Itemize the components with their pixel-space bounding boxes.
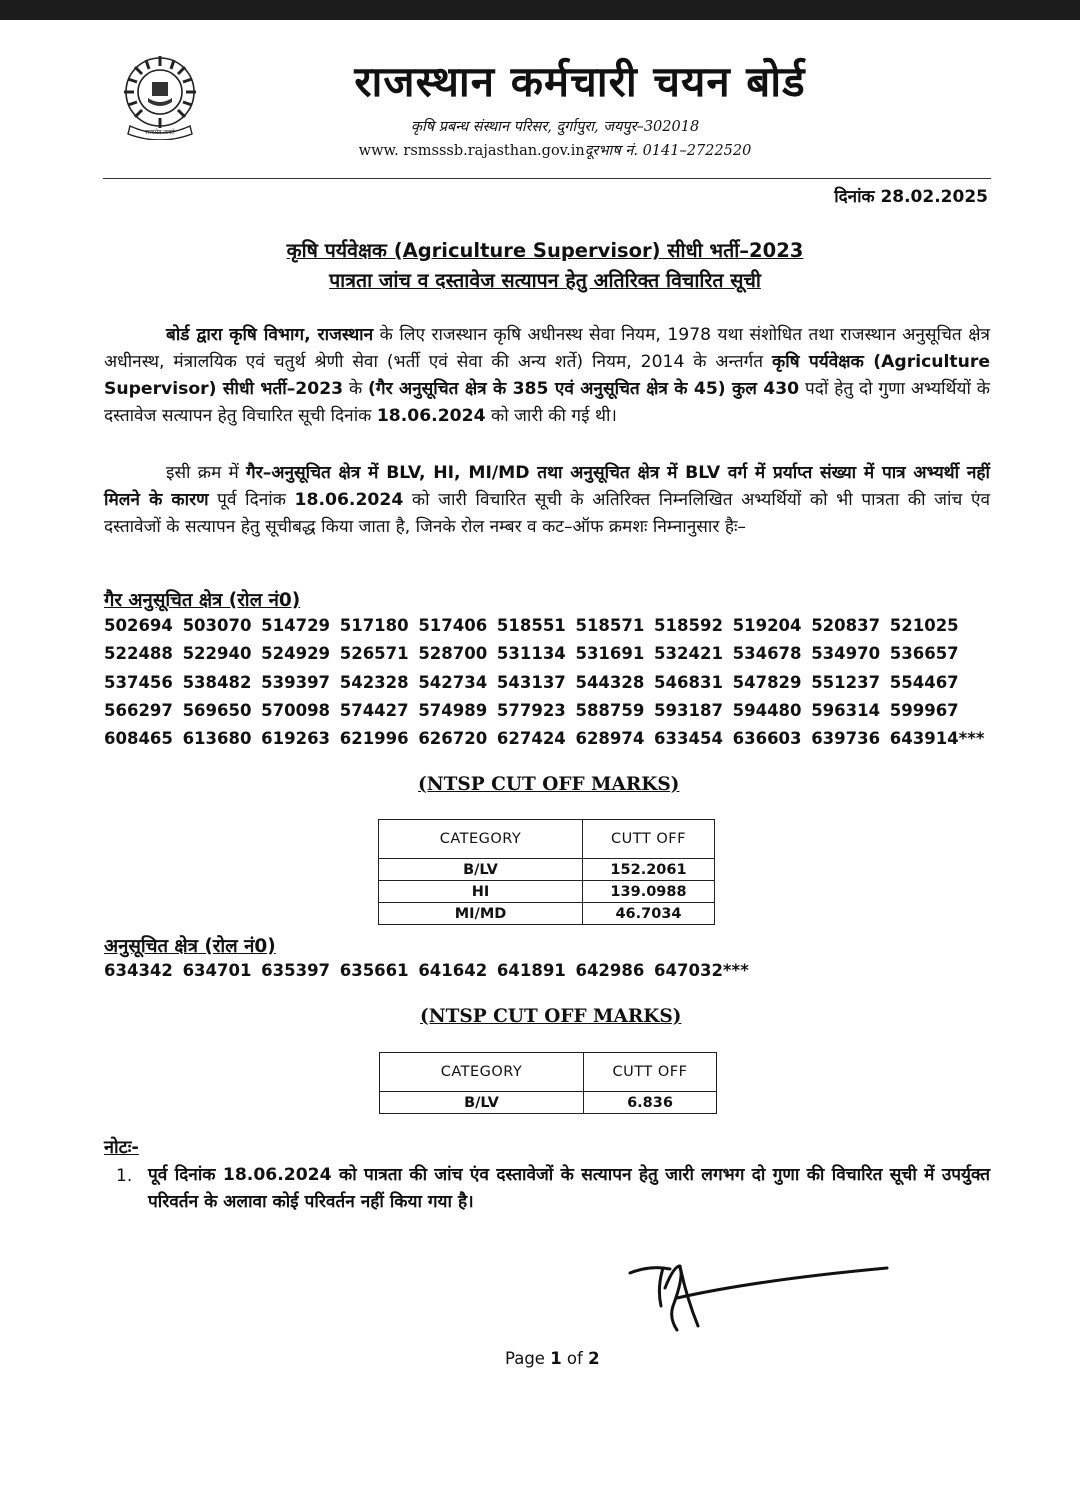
roll-number: 647032*** [654, 961, 749, 980]
roll-number: 613680 [182, 729, 252, 749]
roll-number: 633454 [654, 729, 723, 749]
table-header-cell: CATEGORY [379, 820, 583, 859]
roll-number: 547829 [732, 672, 802, 692]
roll-number: 594480 [732, 700, 802, 720]
roll-number: 574989 [418, 700, 488, 720]
intro-paragraph [104, 322, 990, 430]
roll-number: 621996 [339, 729, 409, 749]
roll-number: 627424 [496, 729, 566, 749]
page-current: 1 [550, 1349, 562, 1368]
roll-number: 608465 [104, 729, 173, 749]
roll-number: 551237 [811, 672, 881, 692]
para1-bold-2: कृषि पर्यवेक्षक (Agriculture Supervisor) सीधी भर्ती–2023 [104, 352, 990, 399]
rsmssb-emblem-icon [118, 52, 202, 140]
roll-number: 626720 [418, 729, 488, 749]
roll-number: 588759 [575, 700, 645, 720]
roll-number: 639736 [811, 729, 881, 749]
roll-number: 524929 [261, 644, 331, 664]
para1-text-2: के [343, 379, 369, 399]
roll-number: 520837 [811, 616, 881, 635]
table-cell: B/LV [379, 859, 583, 881]
board-contact [300, 140, 810, 160]
roll-number: 642986 [575, 961, 645, 980]
roll-number: 628974 [575, 729, 645, 749]
roll-number: 517406 [418, 616, 488, 635]
note-title: नोटः- [104, 1137, 139, 1158]
roll-number: 519204 [732, 616, 802, 635]
table-cell: HI [379, 881, 583, 903]
table-header-cell: CATEGORY [380, 1053, 584, 1092]
table-header-row [380, 1053, 717, 1092]
table-header-row [379, 820, 715, 859]
roll-number: 574427 [339, 700, 409, 720]
table-row [379, 881, 715, 903]
roll-number: 522940 [182, 644, 252, 664]
roll-number: 531134 [496, 644, 566, 664]
para2-text-2: पूर्व दिनांक [208, 490, 295, 510]
roll-number: 643914*** [889, 729, 985, 749]
non-scheduled-title: गैर अनुसूचित क्षेत्र (रोल नं0) [104, 590, 301, 611]
document-subject [100, 236, 990, 296]
table-cell: 152.2061 [583, 859, 715, 881]
roll-number: 522488 [104, 644, 173, 664]
roll-number: 634701 [182, 961, 252, 980]
roll-number: 569650 [182, 700, 252, 720]
roll-number: 593187 [654, 700, 723, 720]
signature-icon [625, 1258, 895, 1353]
roll-number: 596314 [811, 700, 881, 720]
scheduled-title: अनुसूचित क्षेत्र (रोल नं0) [104, 936, 276, 957]
roll-number: 537456 [104, 672, 173, 692]
roll-number: 528700 [418, 644, 488, 664]
roll-number: 542734 [418, 672, 488, 692]
roll-number: 518592 [654, 616, 723, 635]
page-prefix: Page [505, 1349, 551, 1368]
roll-number: 536657 [889, 644, 959, 664]
roll-number: 619263 [261, 729, 331, 749]
roll-number: 521025 [889, 616, 959, 635]
para1-text-1: के लिए राजस्थान कृषि अधीनस्थ सेवा नियम, 1978 यथा संशोधित तथा राजस्थान अनुसूचित क्षेत्र अधीनस्थ, मंत्रालयिक एवं चतुर्थ श्रेणी सेवा (भर्ती एवं सेवा की अन्य शर्ते) नियम, 2014 के अन्तर्गत [104, 325, 990, 372]
table-row [380, 1092, 717, 1114]
subject-line-2: पात्रता जांच व दस्तावेज सत्यापन हेतु अतिरिक्त विचारित सूची [329, 269, 761, 292]
roll-number: 543137 [496, 672, 566, 692]
board-address: कृषि प्रबन्ध संस्थान परिसर, दुर्गापुरा, जयपुर–302018 [410, 119, 700, 135]
roll-number: 634342 [104, 961, 173, 980]
para2-text-3: को जारी विचारित सूची के अतिरिक्त निम्नलिखित अभ्यर्थियों को भी पात्रता की जांच एंव दस्तावेजों के सत्यापन हेतु सूचीबद्ध किया जाता है, जिनके रोल नम्बर व कट–ऑफ क्रमशः निम्नानुसार हैः– [104, 490, 991, 537]
roll-number: 518571 [575, 616, 645, 635]
top-dark-bar [0, 0, 1080, 20]
roll-number: 502694 [104, 616, 173, 635]
scheduled-cutoff-title: (NTSP CUT OFF MARKS) [420, 1006, 682, 1027]
roll-number: 531691 [575, 644, 645, 664]
roll-number: 635397 [261, 961, 331, 980]
roll-number: 518551 [496, 616, 566, 635]
roll-number: 526571 [339, 644, 409, 664]
para1-text-4: को जारी की गई थी। [485, 406, 617, 426]
page-mid: of [561, 1349, 589, 1368]
table-header-cell: CUTT OFF [584, 1053, 717, 1092]
roll-number: 641642 [418, 961, 488, 980]
non-scheduled-roll-list [104, 612, 1004, 753]
table-header-cell: CUTT OFF [583, 820, 715, 859]
table-cell: MI/MD [379, 903, 583, 925]
roll-number: 636603 [732, 729, 802, 749]
non-scheduled-cutoff-title: (NTSP CUT OFF MARKS) [418, 774, 680, 795]
note-text: पूर्व दिनांक 18.06.2024 को पात्रता की जांच एंव दस्तावेजों के सत्यापन हेतु जारी लगभग दो गुणा की विचारित सूची में उपर्युक्त परिवर्तन के अलावा कोई परिवर्तन नहीं किया गया है। [148, 1165, 990, 1212]
roll-number: 566297 [104, 700, 173, 720]
para1-bold-4: 18.06.2024 [376, 406, 486, 426]
scheduled-roll-list [104, 957, 1004, 985]
roll-number: 542328 [339, 672, 409, 692]
para1-bold-1: बोर्ड द्वारा कृषि विभाग, राजस्थान [166, 325, 374, 345]
roll-number: 577923 [496, 700, 566, 720]
subject-line-1: कृषि पर्यवेक्षक (Agriculture Supervisor) सीधी भर्ती–2023 [286, 239, 804, 262]
emblem-motto: सत्यमेव जयते [145, 129, 175, 136]
page-number [505, 1349, 600, 1368]
board-name: राजस्थान कर्मचारी चयन बोर्ड [354, 57, 806, 106]
roll-number: 517180 [339, 616, 409, 635]
para1-text-3: पदों हेतु दो गुणा अभ्यर्थियों के दस्तावेज सत्यापन हेतु विचारित सूची दिनांक [104, 379, 990, 426]
roll-number: 641891 [496, 961, 566, 980]
roll-number: 554467 [889, 672, 959, 692]
roll-number: 539397 [261, 672, 331, 692]
second-paragraph [104, 460, 990, 541]
non-scheduled-cutoff-table [378, 819, 715, 925]
table-cell: B/LV [380, 1092, 584, 1114]
roll-number: 544328 [575, 672, 645, 692]
roll-number: 514729 [261, 616, 331, 635]
website-text: www. rsmsssb.rajasthan.gov.in [358, 143, 585, 159]
table-row [379, 903, 715, 925]
para2-bold-2: 18.06.2024 [294, 490, 404, 510]
roll-number: 599967 [889, 700, 959, 720]
roll-number: 538482 [182, 672, 252, 692]
roll-number: 532421 [654, 644, 723, 664]
table-cell: 139.0988 [583, 881, 715, 903]
table-cell: 46.7034 [583, 903, 715, 925]
header-divider [103, 178, 991, 179]
table-cell: 6.836 [584, 1092, 717, 1114]
roll-number: 534970 [811, 644, 881, 664]
roll-number: 570098 [261, 700, 331, 720]
roll-number: 635661 [339, 961, 409, 980]
document-date: दिनांक 28.02.2025 [834, 187, 988, 207]
para1-bold-3: (गैर अनुसूचित क्षेत्र के 385 एवं अनुसूचित क्षेत्र के 45) कुल 430 [368, 379, 800, 399]
scheduled-cutoff-table [379, 1052, 717, 1114]
para2-bold-1: गैर–अनुसूचित क्षेत्र में BLV, HI, MI/MD तथा अनुसूचित क्षेत्र में BLV वर्ग में प्रर्याप्त संख्या में पात्र अभ्यर्थी नहीं मिलने के कारण [104, 463, 990, 510]
note-number: 1. [116, 1166, 133, 1186]
phone-text: दूरभाष नं. 0141–2722520 [584, 143, 752, 159]
table-row [379, 859, 715, 881]
roll-number: 503070 [182, 616, 252, 635]
roll-number: 534678 [732, 644, 802, 664]
para2-text-1: इसी क्रम में [166, 463, 247, 483]
page-total: 2 [588, 1349, 600, 1368]
roll-number: 546831 [654, 672, 723, 692]
